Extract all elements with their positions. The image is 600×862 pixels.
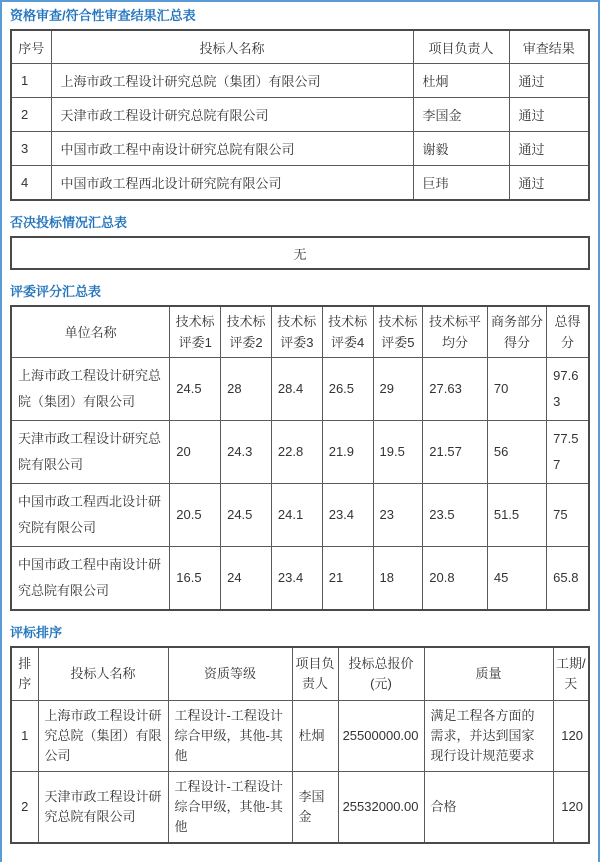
cell-judge3-score: 22.8 [271, 421, 322, 484]
table-row [11, 166, 589, 201]
table-row [11, 772, 589, 844]
table-row [11, 358, 589, 421]
cell-judge5-score: 23 [373, 484, 423, 547]
table-header-row [11, 30, 589, 64]
cell-bidder-name: 天津市政工程设计研究总院有限公司 [51, 98, 413, 132]
column-header-review-result: 审查结果 [509, 30, 589, 64]
cell-seq: 4 [11, 166, 51, 201]
column-header-total-bid-price: 投标总报价(元) [338, 647, 424, 701]
table-row [11, 701, 589, 772]
table-row [11, 484, 589, 547]
cell-total-score: 97.63 [547, 358, 589, 421]
cell-bidder-name: 中国市政工程西北设计研究院有限公司 [51, 166, 413, 201]
column-header-commercial-score: 商务部分得分 [487, 306, 546, 358]
cell-total-score: 65.8 [547, 547, 589, 611]
cell-quality: 满足工程各方面的需求，并达到国家现行设计规范要求 [424, 701, 553, 772]
cell-bidder-name: 上海市政工程设计研究总院（集团）有限公司 [38, 701, 168, 772]
cell-judge4-score: 26.5 [322, 358, 373, 421]
cell-bidder-name: 上海市政工程设计研究总院（集团）有限公司 [51, 64, 413, 98]
column-header-judge3: 技术标评委3 [271, 306, 322, 358]
cell-seq: 3 [11, 132, 51, 166]
cell-quality: 合格 [424, 772, 553, 844]
column-header-judge2: 技术标评委2 [221, 306, 272, 358]
cell-total-score: 77.57 [547, 421, 589, 484]
cell-judge2-score: 24 [221, 547, 272, 611]
cell-judge5-score: 19.5 [373, 421, 423, 484]
section-title-judge-scores: 评委评分汇总表 [10, 284, 102, 299]
cell-project-manager: 杜炯 [292, 701, 338, 772]
cell-project-manager: 李国金 [413, 98, 509, 132]
cell-bidder-name: 中国市政工程中南设计研究总院有限公司 [51, 132, 413, 166]
cell-judge4-score: 21.9 [322, 421, 373, 484]
column-header-judge1: 技术标评委1 [170, 306, 221, 358]
cell-tech-average: 23.5 [423, 484, 488, 547]
column-header-judge4: 技术标评委4 [322, 306, 373, 358]
cell-tech-average: 27.63 [423, 358, 488, 421]
cell-duration: 120 [553, 772, 589, 844]
column-header-project-manager: 项目负责人 [292, 647, 338, 701]
cell-judge3-score: 24.1 [271, 484, 322, 547]
cell-total-bid-price: 25532000.00 [338, 772, 424, 844]
table-row [11, 547, 589, 611]
cell-rejection-content: 无 [11, 237, 589, 269]
cell-total-score: 75 [547, 484, 589, 547]
section-title-rejected-bids: 否决投标情况汇总表 [10, 215, 128, 230]
cell-project-manager: 杜炯 [413, 64, 509, 98]
column-header-total-score: 总得分 [547, 306, 589, 358]
column-header-qualification-grade: 资质等级 [168, 647, 292, 701]
cell-judge1-score: 20.5 [170, 484, 221, 547]
table-row [11, 132, 589, 166]
cell-judge2-score: 24.3 [221, 421, 272, 484]
cell-review-result: 通过 [509, 64, 589, 98]
table-row [11, 237, 589, 269]
cell-seq: 1 [11, 64, 51, 98]
column-header-quality: 质量 [424, 647, 553, 701]
cell-project-manager: 谢毅 [413, 132, 509, 166]
cell-rank: 1 [11, 701, 38, 772]
cell-judge2-score: 28 [221, 358, 272, 421]
cell-project-manager: 李国金 [292, 772, 338, 844]
cell-seq: 2 [11, 98, 51, 132]
cell-rank: 2 [11, 772, 38, 844]
cell-company: 天津市政工程设计研究总院有限公司 [11, 421, 170, 484]
cell-duration: 120 [553, 701, 589, 772]
cell-judge1-score: 20 [170, 421, 221, 484]
table-header-row [11, 647, 589, 701]
cell-judge2-score: 24.5 [221, 484, 272, 547]
cell-judge3-score: 28.4 [271, 358, 322, 421]
cell-judge5-score: 29 [373, 358, 423, 421]
column-header-tech-average: 技术标平均分 [423, 306, 488, 358]
section-title-evaluation-ranking: 评标排序 [10, 625, 63, 640]
cell-judge1-score: 16.5 [170, 547, 221, 611]
cell-commercial-score: 56 [487, 421, 546, 484]
column-header-seq: 序号 [11, 30, 51, 64]
cell-commercial-score: 70 [487, 358, 546, 421]
cell-commercial-score: 51.5 [487, 484, 546, 547]
column-header-company: 单位名称 [11, 306, 170, 358]
column-header-project-manager: 项目负责人 [413, 30, 509, 64]
table-row [11, 98, 589, 132]
rejected-bids-table [10, 236, 590, 270]
cell-judge1-score: 24.5 [170, 358, 221, 421]
column-header-judge5: 技术标评委5 [373, 306, 423, 358]
cell-review-result: 通过 [509, 166, 589, 201]
cell-tech-average: 20.8 [423, 547, 488, 611]
cell-company: 中国市政工程中南设计研究总院有限公司 [11, 547, 170, 611]
table-row [11, 421, 589, 484]
cell-bidder-name: 天津市政工程设计研究总院有限公司 [38, 772, 168, 844]
cell-judge4-score: 23.4 [322, 484, 373, 547]
column-header-bidder-name: 投标人名称 [38, 647, 168, 701]
table-header-row [11, 306, 589, 358]
evaluation-ranking-table [10, 646, 590, 844]
cell-judge4-score: 21 [322, 547, 373, 611]
table-row [11, 64, 589, 98]
cell-qualification-grade: 工程设计-工程设计综合甲级，其他-其他 [168, 701, 292, 772]
qualification-review-table [10, 29, 590, 201]
cell-qualification-grade: 工程设计-工程设计综合甲级，其他-其他 [168, 772, 292, 844]
judge-scores-table [10, 305, 590, 611]
cell-judge5-score: 18 [373, 547, 423, 611]
cell-tech-average: 21.57 [423, 421, 488, 484]
cell-total-bid-price: 25500000.00 [338, 701, 424, 772]
column-header-duration: 工期/天 [553, 647, 589, 701]
cell-company: 上海市政工程设计研究总院（集团）有限公司 [11, 358, 170, 421]
cell-judge3-score: 23.4 [271, 547, 322, 611]
cell-review-result: 通过 [509, 132, 589, 166]
column-header-bidder-name: 投标人名称 [51, 30, 413, 64]
cell-company: 中国市政工程西北设计研究院有限公司 [11, 484, 170, 547]
column-header-rank: 排序 [11, 647, 38, 701]
cell-project-manager: 巨玮 [413, 166, 509, 201]
cell-commercial-score: 45 [487, 547, 546, 611]
section-title-qualification-review: 资格审查/符合性审查结果汇总表 [10, 8, 196, 23]
cell-review-result: 通过 [509, 98, 589, 132]
